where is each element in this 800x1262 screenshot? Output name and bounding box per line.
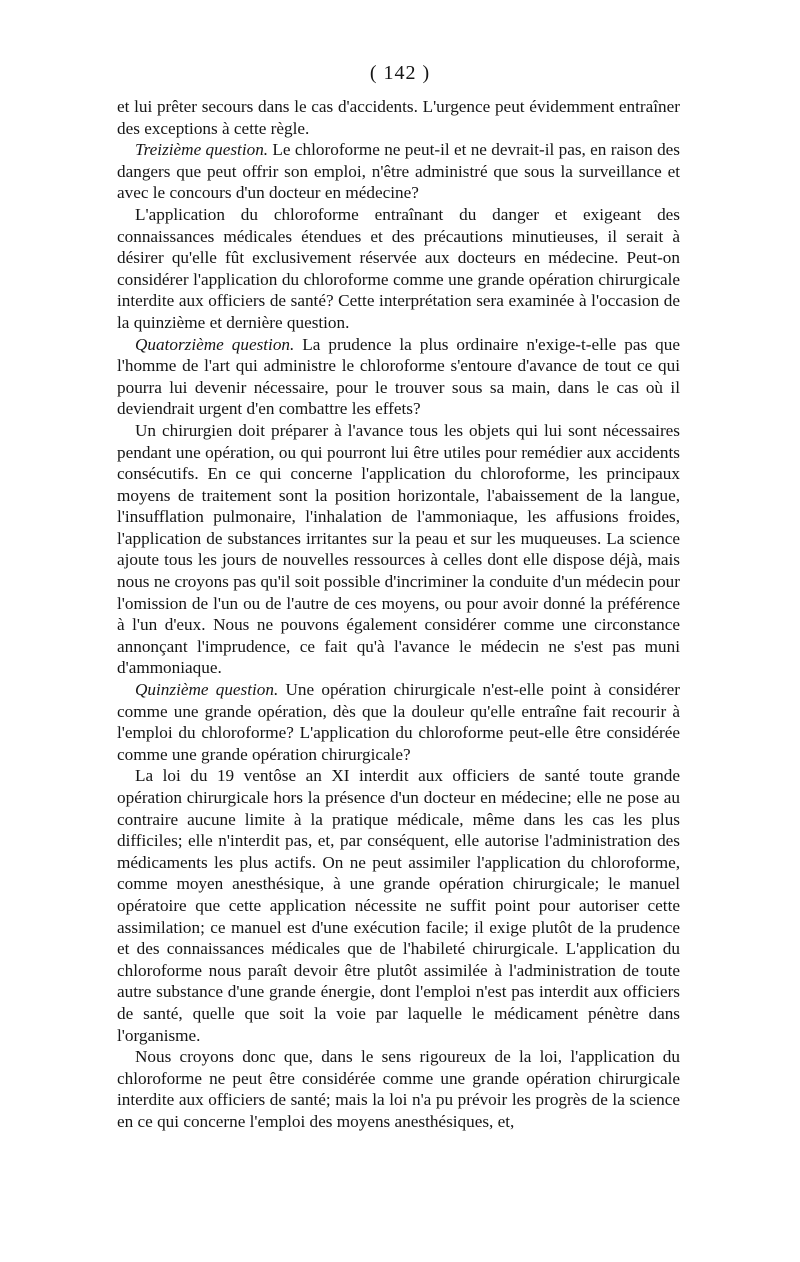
- paragraph-3-text: L'application du chloroforme entraînant du danger et exigeant des connaissances médicales étendues et des précautions minutieuses, il serait à désirer qu'elle fût exclusivement réservée aux docteurs en médecine. Peut-on considérer l'application du chloroforme comme une grande opération chirurgicale interdite aux officiers de santé? Cette interprétation sera examinée à l'occasion de la quinzième et dernière question.: [117, 204, 680, 332]
- page-number: ( 142 ): [369, 62, 431, 84]
- paragraph-4: [117, 334, 680, 420]
- paragraph-8: [117, 1046, 680, 1132]
- paragraph-2: [117, 139, 680, 204]
- paragraph-7-text: La loi du 19 ventôse an XI interdit aux officiers de santé toute grande opération chirurgicale hors la présence d'un docteur en médecine; elle ne pose au contraire aucune limite à la pratique médicale, même dans les cas les plus difficiles; elle n'interdit pas, et, par conséquent, elle autorise l'administration des médicaments les plus actifs. On ne peut assimiler l'application du chloroforme, comme moyen anesthésique, à une grande opération chirurgicale; le manuel opératoire que cette application nécessite ne suffit point pour autoriser cette assimilation; ce manuel est d'une exécution facile; il exige plutôt de la prudence et des connaissances médicales que de l'habileté chirurgicale. L'application du chloroforme nous paraît devoir être plutôt assimilée à l'administration de toute autre substance d'une grande énergie, dont l'emploi n'est pas interdit aux officiers de santé, quelle que soit la voie par laquelle le médicament pénètre dans l'organisme.: [117, 766, 680, 1045]
- body-text: [117, 96, 680, 1133]
- paragraph-3: [117, 204, 680, 334]
- question-13-heading: Treizième question.: [135, 140, 269, 160]
- paragraph-2-text: Le chloroforme ne peut-il et ne devrait-il pas, en raison des dangers que peut offrir son emploi, n'être administré que sous la surveillance et avec le concours d'un docteur en médecine?: [117, 140, 680, 203]
- question-15-heading: Quinzième question.: [135, 680, 279, 700]
- paragraph-8-text: Nous croyons donc que, dans le sens rigoureux de la loi, l'application du chloroforme ne peut être considérée comme une grande opération chirurgicale interdite aux officiers de santé; mais la loi n'a pu prévoir les progrès de la science en ce qui concerne l'emploi des moyens anesthésiques, et,: [117, 1047, 680, 1131]
- paragraph-7: [117, 765, 680, 1046]
- paragraph-5-text: Un chirurgien doit préparer à l'avance tous les objets qui lui sont nécessaires pendant une opération, ou qui pourront lui être utiles pour remédier aux accidents consécutifs. En ce qui concerne l'application du chloroforme, les principaux moyens de traitement sont la position horizontale, l'abaissement de la langue, l'insufflation pulmonaire, l'inhalation de l'ammoniaque, les affusions froides, l'application de substances irritantes sur la peau et sur les muqueuses. La science ajoute tous les jours de nouvelles ressources à celles dont elle dispose déjà, mais nous ne croyons pas qu'il soit possible d'incriminer la conduite d'un médecin pour l'omission de l'un ou de l'autre de ces moyens, ou pour avoir donné la préférence à l'un d'eux. Nous ne pouvons également considérer comme une circonstance annonçant l'imprudence, ce fait qu'à l'avance le médecin ne s'est pas muni d'ammoniaque.: [117, 420, 680, 678]
- paragraph-6: [117, 679, 680, 765]
- question-14-heading: Quatorzième question.: [135, 334, 295, 354]
- paragraph-1: [117, 96, 680, 139]
- paragraph-4-text: La prudence la plus ordinaire n'exige-t-elle pas que l'homme de l'art qui administre le chloroforme s'entoure d'avance de tout ce qui pourra lui devenir nécessaire, pour le trouver sous sa main, dans le cas où il deviendrait urgent d'en combattre les effets?: [117, 334, 680, 419]
- paragraph-6-text: Une opération chirurgicale n'est-elle point à considérer comme une grande opération, dès que la douleur qu'elle entraîne fait recourir à l'emploi du chloroforme? L'application du chloroforme peut-elle être considérée comme une grande opération chirurgicale?: [117, 680, 680, 764]
- paragraph-5: [117, 420, 680, 679]
- paragraph-1-text: et lui prêter secours dans le cas d'accidents. L'urgence peut évidemment entraîner des exceptions à cette règle.: [117, 97, 680, 138]
